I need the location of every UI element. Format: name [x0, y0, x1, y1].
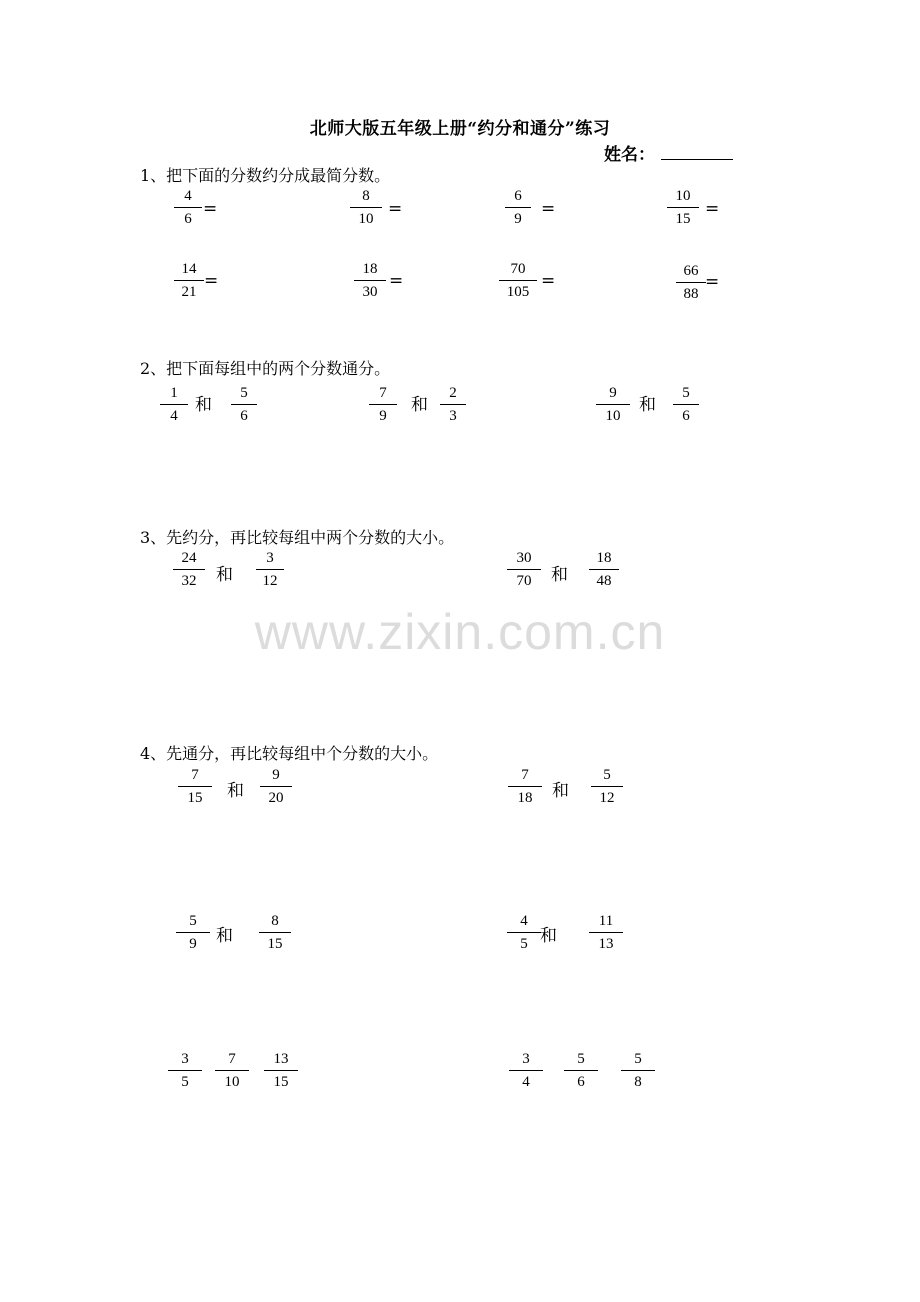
- name-field[interactable]: [604, 140, 733, 165]
- and-connector: 和: [216, 565, 233, 585]
- numerator: 66: [683, 263, 699, 279]
- fraction: [173, 550, 205, 590]
- numerator: 2: [449, 385, 457, 401]
- numerator: 8: [271, 913, 279, 929]
- and-connector: 和: [411, 395, 428, 415]
- fraction-bar: [215, 1070, 249, 1071]
- fraction-bar: [176, 932, 210, 933]
- fraction-bar: [509, 1070, 543, 1071]
- fraction-bar: [354, 280, 386, 281]
- numerator: 18: [596, 550, 612, 566]
- and-connector: 和: [551, 565, 568, 585]
- denominator: 9: [379, 408, 387, 424]
- denominator: 4: [170, 408, 178, 424]
- fraction: [176, 913, 210, 953]
- fraction: [621, 1051, 655, 1091]
- fraction: [259, 913, 291, 953]
- fraction-bar: [591, 786, 623, 787]
- fraction: [174, 188, 202, 228]
- numerator: 10: [675, 188, 691, 204]
- fraction-bar: [173, 569, 205, 570]
- numerator: 13: [273, 1051, 289, 1067]
- denominator: 48: [596, 573, 612, 589]
- numerator: 30: [516, 550, 532, 566]
- and-connector: 和: [639, 395, 656, 415]
- fraction-bar: [174, 207, 202, 208]
- fraction-bar: [564, 1070, 598, 1071]
- numerator: 7: [521, 767, 529, 783]
- denominator: 10: [605, 408, 621, 424]
- denominator: 20: [268, 790, 284, 806]
- denominator: 6: [240, 408, 248, 424]
- numerator: 9: [272, 767, 280, 783]
- fraction-bar: [264, 1070, 298, 1071]
- fraction: [178, 767, 212, 807]
- fraction-bar: [350, 207, 382, 208]
- numerator: 5: [189, 913, 197, 929]
- numerator: 5: [240, 385, 248, 401]
- equals-sign: =: [388, 199, 403, 219]
- denominator: 105: [506, 284, 530, 300]
- denominator: 12: [262, 573, 278, 589]
- numerator: 6: [514, 188, 522, 204]
- fraction: [507, 550, 541, 590]
- fraction: [676, 263, 706, 303]
- numerator: 3: [181, 1051, 189, 1067]
- fraction: [499, 261, 537, 301]
- fraction-bar: [369, 404, 397, 405]
- name-label: 姓名：: [604, 145, 655, 165]
- fraction: [667, 188, 699, 228]
- denominator: 18: [517, 790, 533, 806]
- fraction-bar: [621, 1070, 655, 1071]
- fraction: [673, 385, 699, 425]
- fraction: [505, 188, 531, 228]
- fraction-bar: [440, 404, 466, 405]
- equals-sign: =: [204, 271, 219, 291]
- fraction-bar: [231, 404, 257, 405]
- fraction: [591, 767, 623, 807]
- numerator: 3: [522, 1051, 530, 1067]
- fraction-bar: [260, 786, 292, 787]
- numerator: 8: [362, 188, 370, 204]
- fraction-bar: [505, 207, 531, 208]
- numerator: 7: [379, 385, 387, 401]
- denominator: 15: [675, 211, 691, 227]
- denominator: 8: [634, 1074, 642, 1090]
- numerator: 70: [510, 261, 526, 277]
- denominator: 15: [267, 936, 283, 952]
- numerator: 9: [609, 385, 617, 401]
- numerator: 24: [181, 550, 197, 566]
- denominator: 13: [598, 936, 614, 952]
- section-3-heading: 3、先约分，再比较每组中两个分数的大小。: [140, 528, 455, 547]
- fraction-bar: [256, 569, 284, 570]
- section-1-heading: 1、把下面的分数约分成最简分数。: [140, 166, 391, 185]
- denominator: 32: [181, 573, 197, 589]
- numerator: 14: [181, 261, 197, 277]
- numerator: 5: [603, 767, 611, 783]
- denominator: 3: [449, 408, 457, 424]
- and-connector: 和: [227, 781, 244, 801]
- and-connector: 和: [195, 395, 212, 415]
- fraction-bar: [508, 786, 542, 787]
- fraction: [440, 385, 466, 425]
- fraction-bar: [589, 932, 623, 933]
- numerator: 7: [191, 767, 199, 783]
- fraction-bar: [589, 569, 619, 570]
- denominator: 88: [683, 286, 699, 302]
- numerator: 5: [577, 1051, 585, 1067]
- fraction-bar: [667, 207, 699, 208]
- denominator: 9: [189, 936, 197, 952]
- fraction: [231, 385, 257, 425]
- fraction: [215, 1051, 249, 1091]
- fraction: [256, 550, 284, 590]
- equals-sign: =: [705, 272, 720, 292]
- fraction: [508, 767, 542, 807]
- equals-sign: =: [541, 271, 556, 291]
- numerator: 5: [682, 385, 690, 401]
- section-4-heading: 4、先通分，再比较每组中个分数的大小。: [140, 744, 439, 763]
- watermark: www.zixin.com.cn: [254, 604, 666, 660]
- numerator: 3: [266, 550, 274, 566]
- denominator: 21: [181, 284, 197, 300]
- fraction-bar: [507, 569, 541, 570]
- equals-sign: =: [705, 199, 720, 219]
- fraction: [174, 261, 204, 301]
- equals-sign: =: [541, 199, 556, 219]
- fraction: [264, 1051, 298, 1091]
- fraction-bar: [174, 280, 204, 281]
- fraction-bar: [507, 932, 541, 933]
- denominator: 10: [358, 211, 374, 227]
- fraction: [350, 188, 382, 228]
- numerator: 11: [598, 913, 614, 929]
- numerator: 5: [634, 1051, 642, 1067]
- fraction: [168, 1051, 202, 1091]
- fraction-bar: [673, 404, 699, 405]
- denominator: 9: [514, 211, 522, 227]
- denominator: 6: [682, 408, 690, 424]
- numerator: 1: [170, 385, 178, 401]
- and-connector: 和: [540, 926, 557, 946]
- fraction: [596, 385, 630, 425]
- fraction-bar: [160, 404, 188, 405]
- fraction: [160, 385, 188, 425]
- fraction: [260, 767, 292, 807]
- fraction: [509, 1051, 543, 1091]
- fraction: [589, 913, 623, 953]
- name-blank[interactable]: [661, 145, 733, 160]
- denominator: 6: [577, 1074, 585, 1090]
- fraction-bar: [596, 404, 630, 405]
- numerator: 4: [184, 188, 192, 204]
- fraction: [564, 1051, 598, 1091]
- denominator: 5: [181, 1074, 189, 1090]
- fraction-bar: [168, 1070, 202, 1071]
- denominator: 5: [520, 936, 528, 952]
- numerator: 4: [520, 913, 528, 929]
- denominator: 10: [224, 1074, 240, 1090]
- fraction: [589, 550, 619, 590]
- numerator: 7: [228, 1051, 236, 1067]
- equals-sign: =: [203, 199, 218, 219]
- denominator: 15: [273, 1074, 289, 1090]
- fraction-bar: [499, 280, 537, 281]
- section-2-heading: 2、把下面每组中的两个分数通分。: [140, 359, 391, 378]
- numerator: 18: [362, 261, 378, 277]
- fraction: [507, 913, 541, 953]
- and-connector: 和: [216, 926, 233, 946]
- denominator: 12: [599, 790, 615, 806]
- page-title: 北师大版五年级上册“约分和通分”练习: [309, 119, 611, 139]
- denominator: 70: [516, 573, 532, 589]
- fraction: [354, 261, 386, 301]
- denominator: 30: [362, 284, 378, 300]
- denominator: 4: [522, 1074, 530, 1090]
- fraction-bar: [178, 786, 212, 787]
- denominator: 6: [184, 211, 192, 227]
- fraction: [369, 385, 397, 425]
- equals-sign: =: [389, 271, 404, 291]
- and-connector: 和: [552, 781, 569, 801]
- fraction-bar: [259, 932, 291, 933]
- fraction-bar: [676, 282, 706, 283]
- denominator: 15: [187, 790, 203, 806]
